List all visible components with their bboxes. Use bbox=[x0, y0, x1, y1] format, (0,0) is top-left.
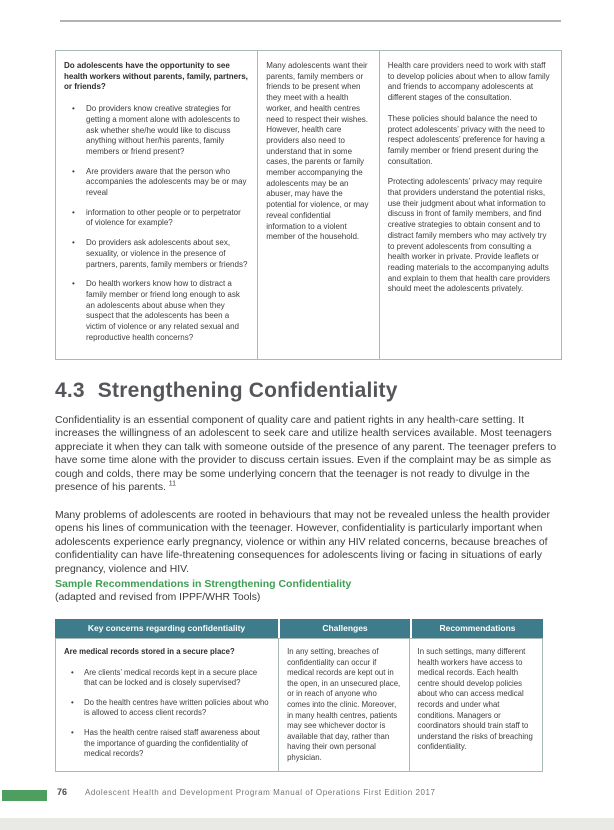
section-title: Strengthening Confidentiality bbox=[97, 379, 398, 402]
recommendations-table-header bbox=[55, 619, 543, 638]
header-cell-key-concerns: Key concerns regarding confidentiality bbox=[55, 619, 278, 638]
header-cell-challenges: Challenges bbox=[280, 619, 410, 638]
footer-text: Adolescent Health and Development Program Manual of Operations First Edition 2017 bbox=[85, 788, 436, 797]
section-number: 4.3 bbox=[55, 379, 85, 402]
bullet-item: • Are clients’ medical records kept in a secure place that can be locked and is closely supervised? bbox=[84, 668, 271, 689]
bullet-item: • information to other people or to perpetrator of violence for example? bbox=[86, 208, 249, 229]
challenges-cell bbox=[258, 51, 380, 359]
recommendations-table-row bbox=[55, 638, 543, 772]
key-concerns-cell bbox=[56, 51, 258, 359]
privacy-question-table bbox=[55, 50, 562, 360]
bullet-item: • Do health workers know how to distract a family member or friend long enough to ask an adolescents about abuse when they suspect that the adolescents has been a victim of violence or any related sexual and reproductive health concerns? bbox=[86, 279, 249, 343]
row-question: Are medical records stored in a secure place? bbox=[64, 647, 235, 656]
recommendation-paragraph: Health care providers need to work with staff to develop policies about when to allow family and friends to accompany adolescents at different stages of the consultation. bbox=[387, 61, 550, 103]
subsection-title: Sample Recommendations in Strengthening Confidentiality bbox=[55, 578, 352, 590]
recommendations-cell bbox=[380, 51, 561, 359]
bullet-item: • Has the health centre raised staff awareness about the importance of guarding the confidentiality of medical records? bbox=[84, 728, 271, 760]
header-rule bbox=[60, 20, 561, 22]
body-paragraph bbox=[55, 414, 557, 494]
recommendation-paragraph: These policies should balance the need to protect adolescents’ privacy with the need to respect adolescents’ preference for having a family member or friend present during the consultation. bbox=[387, 113, 545, 166]
bullet-item: • Do providers ask adolescents about sex, sexuality, or violence in the presence of partners, parents, family members or friends? bbox=[86, 238, 249, 270]
subsection-source: (adapted and revised from IPPF/WHR Tools) bbox=[55, 592, 261, 603]
body-paragraph: Many problems of adolescents are rooted in behaviours that may not be revealed unless the health provider opens his lines of communication with the teenager. However, confidentiality is particularly important when adolescents experience early pregnancy, violence or within any HIV related concerns, because breaches of confidentiality can have life-threatening consequences for adolescents living or facing in situations of early pregnancy, violence and HIV. bbox=[55, 510, 551, 575]
section-heading bbox=[55, 379, 398, 403]
page-bottom-edge bbox=[0, 818, 614, 830]
paragraph-text: Confidentiality is an essential component of quality care and patient rights in any health-care setting. It increases the willingness of an adolescent to seek care and utilize health services available. Most teenagers appreciate it when they can talk with someone outside of the presence of any parent. The teenager prefers to have some time alone with the provider to discuss certain issues. Even if the complaint may be as simple as cough and colds, there may be some underlying concern that the teenager is not ready to divulge in the presence of his parents. bbox=[55, 415, 557, 494]
footer-accent-bar bbox=[2, 790, 47, 801]
recommendation-paragraph: Protecting adolescents’ privacy may require that providers understand the potential risks, use their judgment about what information to discuss in front of family members, and find creative strategies to obtain consent and to distract family members who may actively try to prevent adolescents from consulting a health worker in private. Provide leaflets or reading materials to the accompanying adults and explain to them that health care providers should meet the adolescents privately. bbox=[387, 177, 551, 294]
row-bullet-list bbox=[64, 668, 271, 760]
footnote-reference: 11 bbox=[168, 480, 177, 488]
key-concerns-bullet-list bbox=[64, 104, 249, 343]
row-recommendations-cell: In such settings, many different health workers have access to medical records. Each health centre should develop policies about who can access medical records and under what conditions. Managers or coordinators should train staff to understand the risks of breaching confidentiality. bbox=[417, 647, 533, 752]
bullet-item: • Are providers aware that the person who accompanies the adolescents may be or may reveal bbox=[86, 167, 249, 199]
bullet-item: • Do providers know creative strategies for getting a moment alone with adolescents to ask whether she/he would like to discuss anything without her/his parents, family members or friend present? bbox=[86, 104, 249, 158]
page-number: 76 bbox=[57, 787, 68, 797]
row-key-concerns-cell bbox=[56, 639, 279, 771]
row-challenges-cell: In any setting, breaches of confidentiality can occur if medical records are kept out in the open, in an unsecured place, or in reach of anyone who comes into the clinic. Moreover, in many health centres, patients may see whichever doctor is available that day, rather than having their own personal physician. bbox=[279, 639, 409, 771]
header-cell-recommendations: Recommendations bbox=[412, 619, 543, 638]
key-concerns-question: Do adolescents have the opportunity to see health workers without parents, family, partners, or friends? bbox=[64, 61, 248, 92]
bullet-item: • Do the health centres have written policies about who is allowed to access client records? bbox=[84, 698, 271, 719]
challenges-text: Many adolescents want their parents, family members or friends to be present when they meet with a health worker, and health centres need to respect their wishes. However, health care providers also need to understand that in some cases, the parents or family member accompanying the adolescents may be an abuser, may have the potential for violence, or may reveal confidential information to a violent member of the household. bbox=[266, 61, 369, 242]
